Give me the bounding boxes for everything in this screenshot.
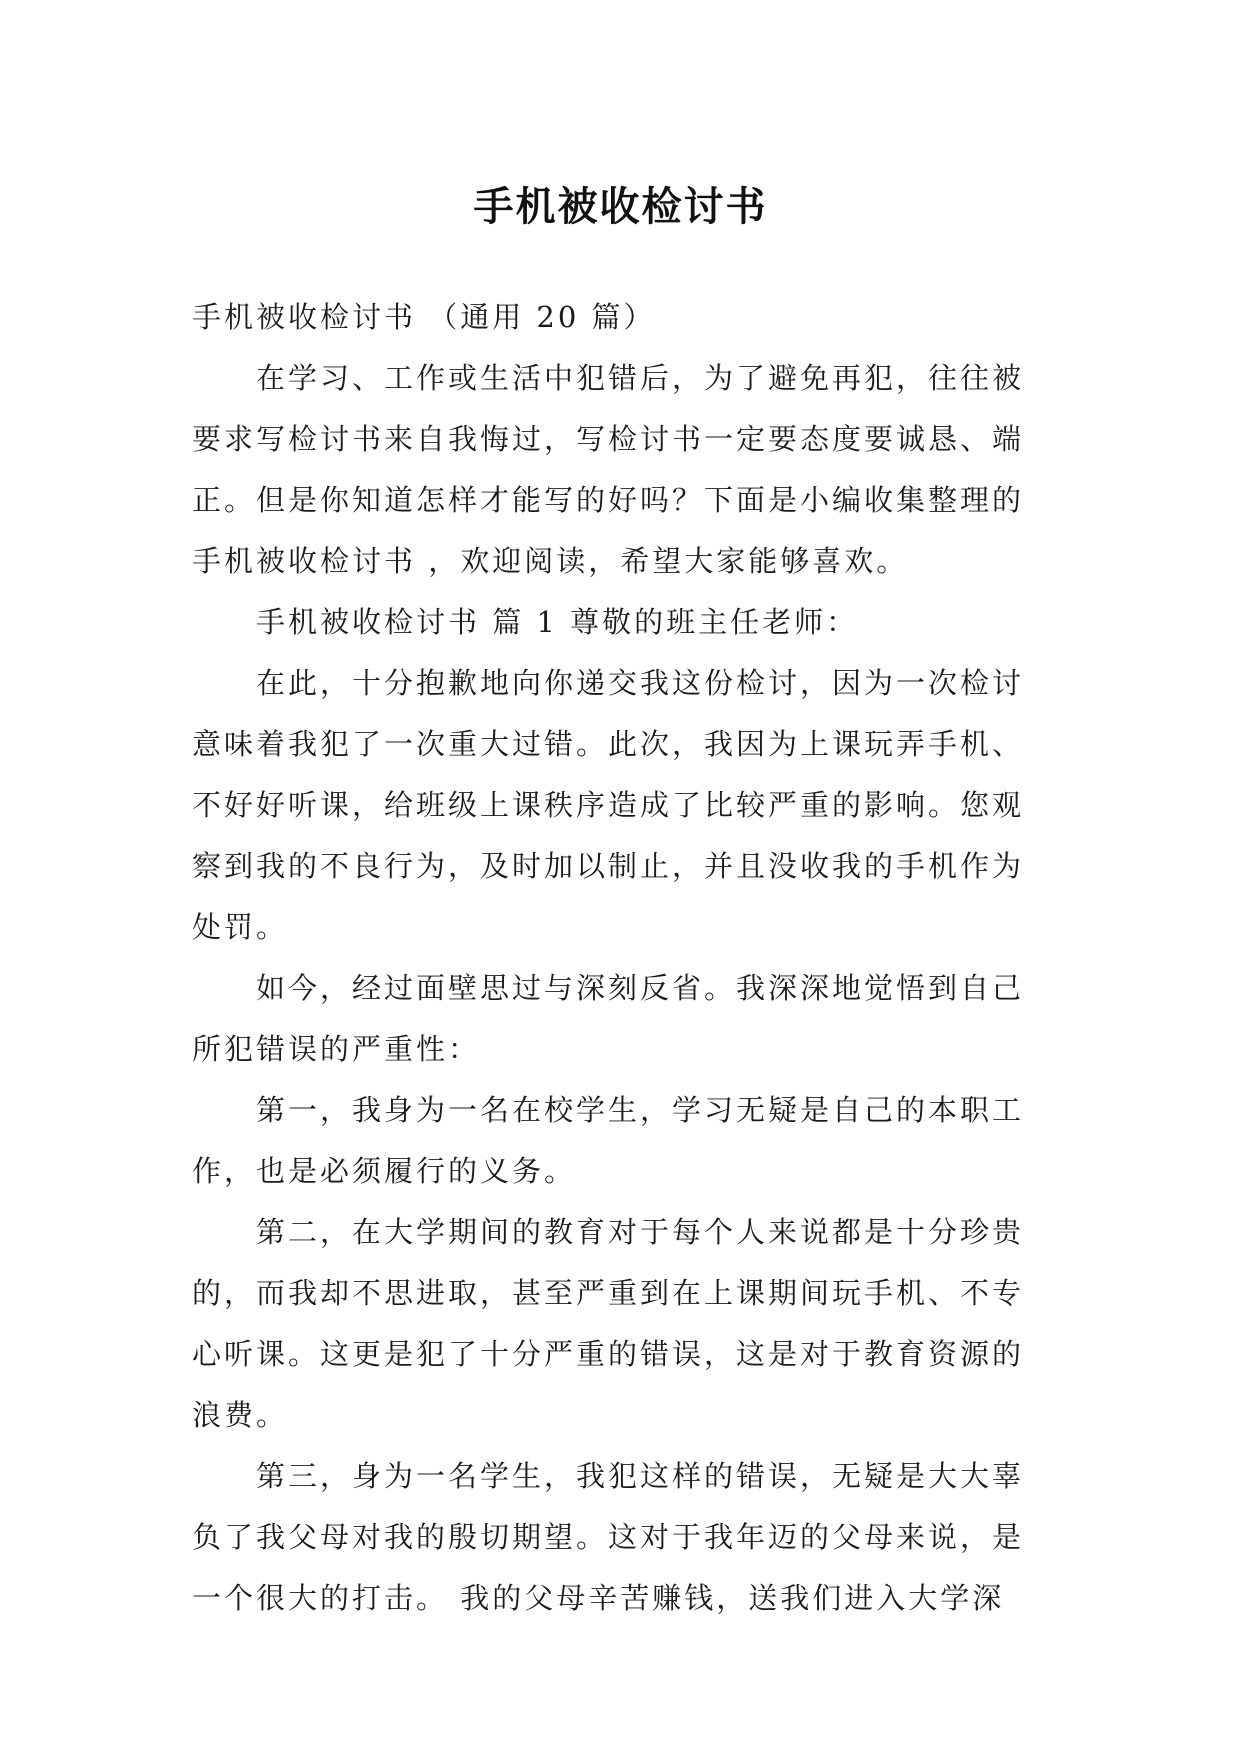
document-subtitle: 手机被收检讨书 （通用 20 篇） [192, 300, 656, 334]
paragraph-point-three: 第三，身为一名学生，我犯这样的错误，无疑是大大辜负了我父母对我的殷切期望。这对于我年迈的父母来说，是一个很大的打击。 我的父母辛苦赚钱，送我们进入大学深 [192, 1459, 1025, 1615]
paragraph-salutation: 手机被收检讨书 篇 1 尊敬的班主任老师： [256, 605, 859, 639]
document-title: 手机被收检讨书 [473, 182, 768, 230]
document-body [192, 287, 1052, 1629]
paragraph-point-one: 第一，我身为一名在校学生，学习无疑是自己的本职工作，也是必须履行的义务。 [192, 1093, 1025, 1188]
paragraph-apology: 在此，十分抱歉地向你递交我这份检讨，因为一次检讨意味着我犯了一次重大过错。此次，我因为上课玩弄手机、不好好听课，给班级上课秩序造成了比较严重的影响。您观察到我的不良行为，及时加以制止，并且没收我的手机作为处罚。 [192, 666, 1025, 944]
paragraph-reflection: 如今，经过面壁思过与深刻反省。我深深地觉悟到自己所犯错误的严重性： [192, 971, 1025, 1066]
paragraph-intro: 在学习、工作或生活中犯错后，为了避免再犯，往往被要求写检讨书来自我悔过，写检讨书一定要态度要诚恳、端正。但是你知道怎样才能写的好吗？下面是小编收集整理的手机被收检讨书 ，欢迎阅读，希望大家能够喜欢。 [192, 361, 1025, 578]
paragraph-point-two: 第二，在大学期间的教育对于每个人来说都是十分珍贵的，而我却不思进取，甚至严重到在上课期间玩手机、不专心听课。这更是犯了十分严重的错误，这是对于教育资源的浪费。 [192, 1215, 1025, 1432]
